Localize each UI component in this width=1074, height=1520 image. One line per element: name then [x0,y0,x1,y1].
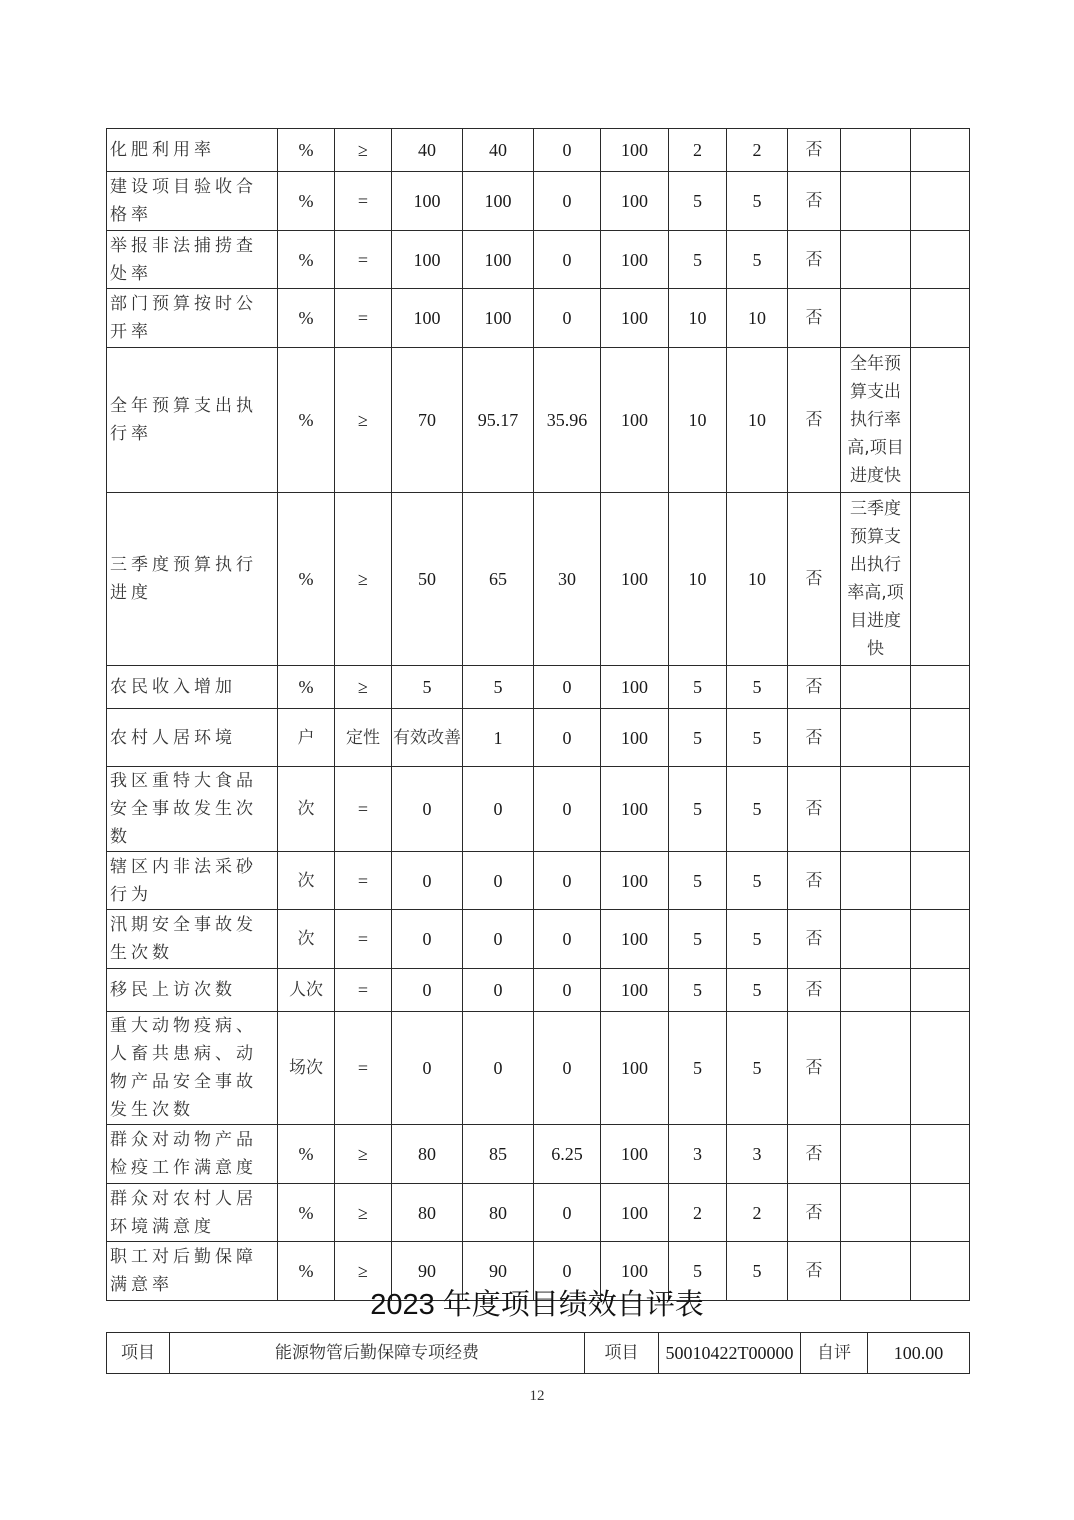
self-score-label: 自评 [801,1333,868,1374]
col-6: 0 [534,910,601,969]
col-8: 5 [669,969,727,1012]
self-score-value: 100.00 [868,1333,970,1374]
table-row [107,1125,970,1184]
col-6: 0 [534,709,601,767]
col-9: 3 [727,1125,788,1184]
remark [841,289,911,348]
unit: % [278,493,335,666]
remark [841,1012,911,1125]
flag: 否 [788,1184,841,1242]
col-7: 100 [601,493,669,666]
target-value: 100 [392,172,463,231]
col-7: 100 [601,1125,669,1184]
project-code-label: 项目 [585,1333,659,1374]
target-value: 50 [392,493,463,666]
col-6: 0 [534,172,601,231]
flag: 否 [788,666,841,709]
col-9: 5 [727,172,788,231]
unit: % [278,1242,335,1301]
col-8: 5 [669,767,727,852]
table-row [107,493,970,666]
indicator-name: 化肥利用率 [107,129,278,172]
flag: 否 [788,709,841,767]
col-12 [911,172,970,231]
remark [841,172,911,231]
col-9: 10 [727,289,788,348]
flag: 否 [788,172,841,231]
col-7: 100 [601,767,669,852]
indicator-name: 群众对动物产品检疫工作满意度 [107,1125,278,1184]
col-12 [911,852,970,910]
actual-value: 65 [463,493,534,666]
project-code-value: 50010422T00000 [659,1333,801,1374]
col-12 [911,289,970,348]
col-6: 35.96 [534,348,601,493]
remark [841,1125,911,1184]
actual-value: 100 [463,289,534,348]
actual-value: 100 [463,231,534,289]
unit: % [278,1125,335,1184]
col-8: 5 [669,1242,727,1301]
flag: 否 [788,969,841,1012]
operator: ≥ [335,493,392,666]
col-8: 10 [669,348,727,493]
target-value: 有效改善 [392,709,463,767]
table-row [107,1184,970,1242]
unit: 次 [278,767,335,852]
col-8: 5 [669,910,727,969]
col-12 [911,1184,970,1242]
remark [841,129,911,172]
indicator-name: 职工对后勤保障满意率 [107,1242,278,1301]
col-9: 5 [727,969,788,1012]
col-9: 2 [727,129,788,172]
flag: 否 [788,767,841,852]
flag: 否 [788,231,841,289]
indicator-name: 移民上访次数 [107,969,278,1012]
operator: 定性 [335,709,392,767]
col-7: 100 [601,709,669,767]
col-12 [911,767,970,852]
target-value: 100 [392,289,463,348]
indicator-name: 汛期安全事故发生次数 [107,910,278,969]
col-6: 30 [534,493,601,666]
operator: ≥ [335,1125,392,1184]
col-8: 10 [669,493,727,666]
col-12 [911,969,970,1012]
col-7: 100 [601,666,669,709]
actual-value: 40 [463,129,534,172]
unit: % [278,172,335,231]
col-7: 100 [601,172,669,231]
col-8: 5 [669,852,727,910]
actual-value: 0 [463,910,534,969]
unit: % [278,348,335,493]
operator: ≥ [335,348,392,493]
target-value: 0 [392,852,463,910]
flag: 否 [788,1242,841,1301]
operator: = [335,852,392,910]
indicator-name: 重大动物疫病、人畜共患病、动物产品安全事故发生次数 [107,1012,278,1125]
unit: 次 [278,910,335,969]
operator: = [335,289,392,348]
col-8: 5 [669,231,727,289]
col-7: 100 [601,129,669,172]
flag: 否 [788,289,841,348]
actual-value: 1 [463,709,534,767]
table-row [107,969,970,1012]
flag: 否 [788,129,841,172]
table-row [107,1012,970,1125]
col-9: 5 [727,231,788,289]
col-6: 0 [534,767,601,852]
unit: 场次 [278,1012,335,1125]
indicator-name: 农村人居环境 [107,709,278,767]
section-title: 2023 年度项目绩效自评表 [370,1289,704,1321]
col-9: 5 [727,709,788,767]
indicator-name: 我区重特大食品安全事故发生次数 [107,767,278,852]
indicator-name: 部门预算按时公开率 [107,289,278,348]
actual-value: 90 [463,1242,534,1301]
col-12 [911,1012,970,1125]
unit: % [278,129,335,172]
operator: ≥ [335,666,392,709]
col-6: 0 [534,852,601,910]
operator: = [335,767,392,852]
actual-value: 80 [463,1184,534,1242]
target-value: 100 [392,231,463,289]
operator: = [335,969,392,1012]
remark [841,767,911,852]
flag: 否 [788,910,841,969]
col-9: 5 [727,1012,788,1125]
indicator-name: 农民收入增加 [107,666,278,709]
unit: % [278,1184,335,1242]
target-value: 70 [392,348,463,493]
target-value: 0 [392,767,463,852]
target-value: 0 [392,1012,463,1125]
target-value: 80 [392,1125,463,1184]
indicator-name: 建设项目验收合格率 [107,172,278,231]
project-name: 能源物管后勤保障专项经费 [170,1333,585,1374]
col-8: 5 [669,666,727,709]
remark [841,852,911,910]
flag: 否 [788,852,841,910]
remark [841,709,911,767]
col-7: 100 [601,1184,669,1242]
col-12 [911,231,970,289]
indicator-name: 群众对农村人居环境满意度 [107,1184,278,1242]
col-12 [911,910,970,969]
operator: = [335,172,392,231]
table-row [107,666,970,709]
col-9: 5 [727,767,788,852]
col-7: 100 [601,969,669,1012]
unit: % [278,666,335,709]
flag: 否 [788,348,841,493]
table-row [107,852,970,910]
actual-value: 5 [463,666,534,709]
col-6: 0 [534,969,601,1012]
col-9: 5 [727,1242,788,1301]
unit: 人次 [278,969,335,1012]
col-12 [911,1125,970,1184]
performance-indicator-table [106,128,970,1301]
table-row [107,709,970,767]
table-row [107,231,970,289]
indicator-name: 全年预算支出执行率 [107,348,278,493]
table-row [107,910,970,969]
target-value: 5 [392,666,463,709]
table-row [107,172,970,231]
col-8: 2 [669,129,727,172]
col-8: 5 [669,709,727,767]
col-9: 5 [727,666,788,709]
col-8: 5 [669,172,727,231]
remark [841,666,911,709]
col-8: 3 [669,1125,727,1184]
col-7: 100 [601,852,669,910]
actual-value: 0 [463,767,534,852]
col-12 [911,493,970,666]
col-8: 5 [669,1012,727,1125]
project-header-table [106,1332,970,1374]
col-6: 6.25 [534,1125,601,1184]
remark: 三季度预算支出执行率高,项目进度快 [841,493,911,666]
target-value: 0 [392,969,463,1012]
unit: 户 [278,709,335,767]
col-6: 0 [534,666,601,709]
col-9: 5 [727,852,788,910]
operator: ≥ [335,129,392,172]
unit: % [278,231,335,289]
actual-value: 85 [463,1125,534,1184]
target-value: 80 [392,1184,463,1242]
indicator-name: 辖区内非法采砂行为 [107,852,278,910]
remark [841,1184,911,1242]
col-7: 100 [601,1242,669,1301]
actual-value: 0 [463,969,534,1012]
remark [841,231,911,289]
col-9: 10 [727,348,788,493]
table-row [107,767,970,852]
col-9: 5 [727,910,788,969]
col-7: 100 [601,289,669,348]
col-6: 0 [534,289,601,348]
actual-value: 95.17 [463,348,534,493]
operator: = [335,1012,392,1125]
project-header-row [107,1333,970,1374]
page-number: 12 [529,1388,545,1404]
col-12 [911,666,970,709]
col-12 [911,129,970,172]
table-row [107,348,970,493]
col-6: 0 [534,231,601,289]
indicator-name: 举报非法捕捞查处率 [107,231,278,289]
table-row [107,289,970,348]
col-6: 0 [534,1242,601,1301]
unit: % [278,289,335,348]
col-7: 100 [601,910,669,969]
actual-value: 0 [463,852,534,910]
col-9: 10 [727,493,788,666]
target-value: 90 [392,1242,463,1301]
col-6: 0 [534,129,601,172]
remark [841,910,911,969]
col-6: 0 [534,1012,601,1125]
flag: 否 [788,493,841,666]
actual-value: 100 [463,172,534,231]
table-row [107,129,970,172]
operator: ≥ [335,1184,392,1242]
col-7: 100 [601,1012,669,1125]
col-8: 10 [669,289,727,348]
col-12 [911,348,970,493]
col-7: 100 [601,348,669,493]
flag: 否 [788,1012,841,1125]
operator: = [335,910,392,969]
remark: 全年预算支出执行率高,项目进度快 [841,348,911,493]
operator: = [335,231,392,289]
flag: 否 [788,1125,841,1184]
col-7: 100 [601,231,669,289]
target-value: 0 [392,910,463,969]
indicator-name: 三季度预算执行进度 [107,493,278,666]
remark [841,969,911,1012]
col-6: 0 [534,1184,601,1242]
col-12 [911,709,970,767]
actual-value: 0 [463,1012,534,1125]
target-value: 40 [392,129,463,172]
operator: ≥ [335,1242,392,1301]
project-label: 项目 [107,1333,170,1374]
unit: 次 [278,852,335,910]
col-8: 2 [669,1184,727,1242]
col-9: 2 [727,1184,788,1242]
